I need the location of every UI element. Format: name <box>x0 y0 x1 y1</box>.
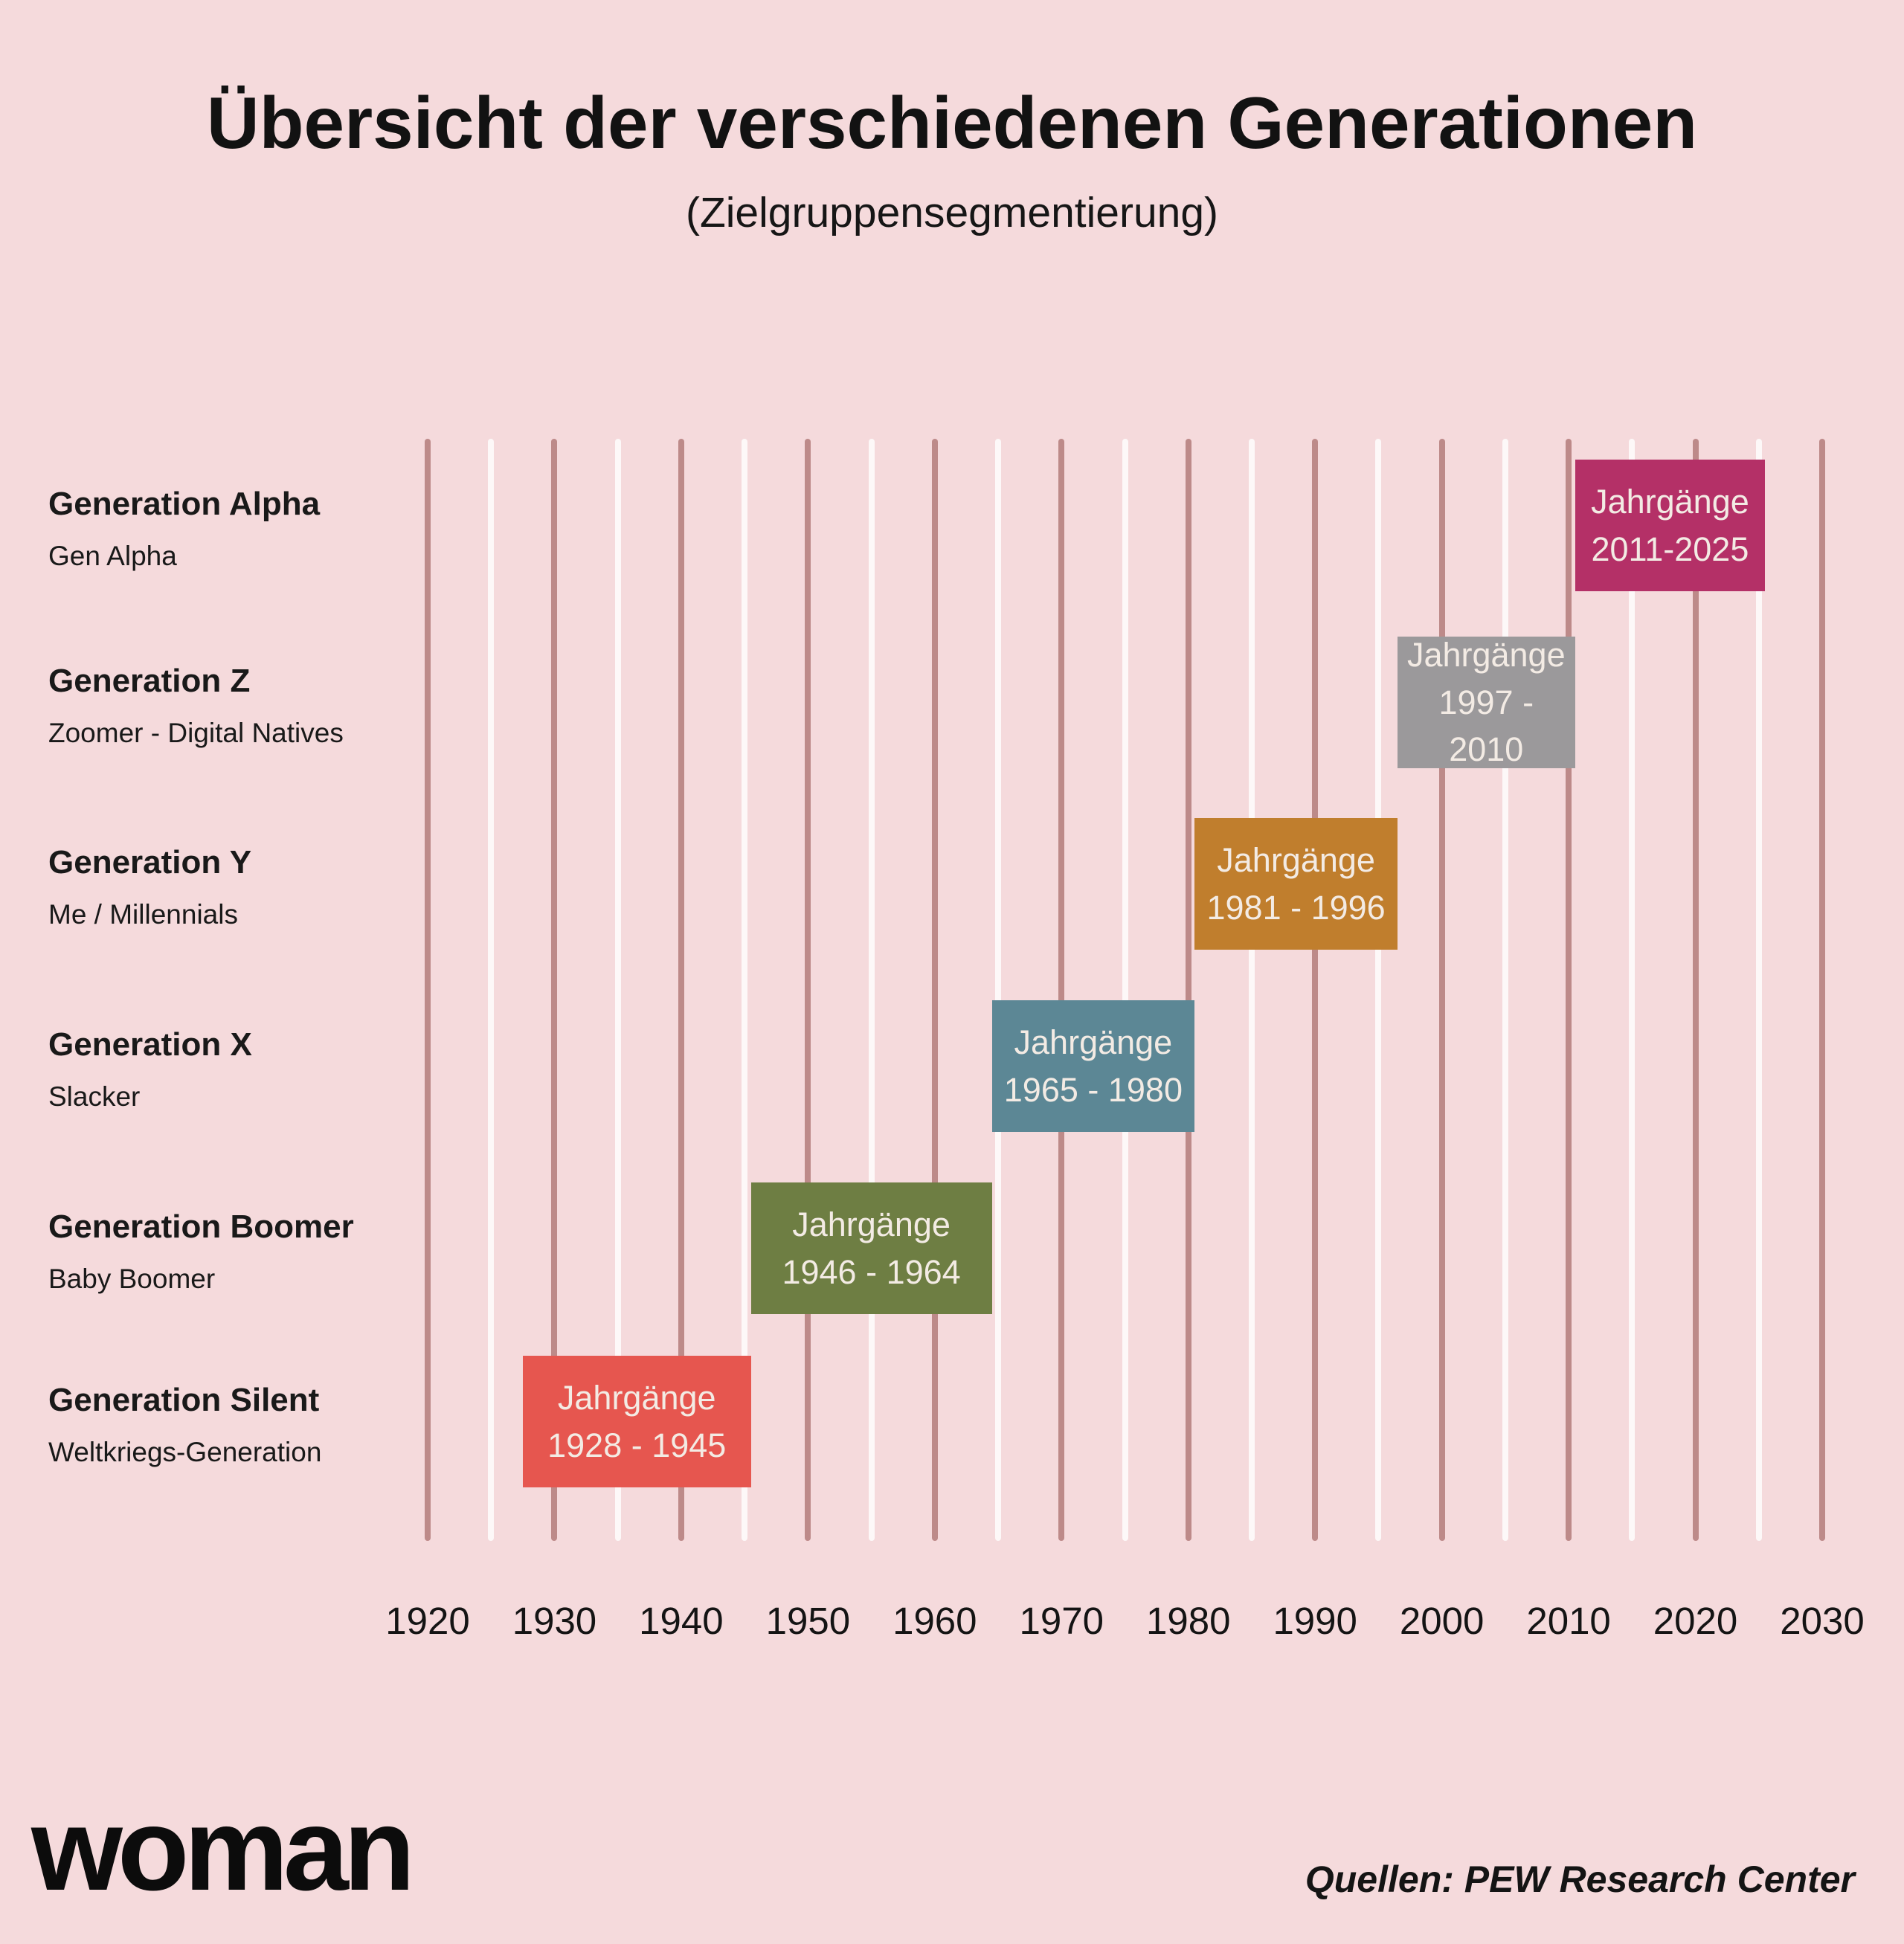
gridline-decade <box>1566 439 1572 1541</box>
generation-name: Generation Y <box>48 844 252 881</box>
generation-name: Generation Boomer <box>48 1208 354 1245</box>
gridline-decade <box>425 439 431 1541</box>
axis-tick-label: 2000 <box>1399 1600 1485 1642</box>
gridline-half-decade <box>1249 439 1255 1541</box>
bar-label-years: 1981 - 1996 <box>1206 888 1386 927</box>
axis-tick-label: 1960 <box>892 1600 977 1642</box>
generation-name: Generation X <box>48 1026 252 1063</box>
gridline-decade <box>1693 439 1699 1541</box>
gridline-half-decade <box>1122 439 1128 1541</box>
generation-bar-generation-boomer <box>751 1182 992 1314</box>
axis-tick-label: 1950 <box>765 1600 851 1642</box>
row-label-generation-x <box>48 1026 435 1113</box>
generation-name: Generation Alpha <box>48 486 321 522</box>
gridline-decade <box>805 439 811 1541</box>
bar-label-years: 2011-2025 <box>1591 530 1749 568</box>
axis-tick-label: 1920 <box>385 1600 470 1642</box>
gridline-decade <box>1058 439 1064 1541</box>
generation-bar-generation-x <box>992 1000 1195 1132</box>
gridline-half-decade <box>869 439 875 1541</box>
gridline-half-decade <box>1502 439 1508 1541</box>
gridline-half-decade <box>1375 439 1381 1541</box>
gridline-decade <box>932 439 938 1541</box>
gridline-half-decade <box>488 439 494 1541</box>
generation-subname: Baby Boomer <box>48 1264 216 1294</box>
axis-tick-label: 1930 <box>512 1600 597 1642</box>
gridline-decade <box>1186 439 1191 1541</box>
generation-bar-generation-silent <box>523 1356 751 1487</box>
bar-label-jahrgaenge: Jahrgänge <box>1014 1023 1173 1061</box>
bar-label-jahrgaenge: Jahrgänge <box>1406 635 1566 674</box>
woman-logo: woman <box>31 1784 411 1915</box>
generation-subname: Weltkriegs-Generation <box>48 1437 322 1467</box>
axis-tick-label: 1990 <box>1273 1600 1357 1642</box>
axis-tick-label: 2030 <box>1780 1600 1865 1642</box>
row-label-generation-silent <box>48 1381 435 1469</box>
bar-label-jahrgaenge: Jahrgänge <box>1217 840 1375 879</box>
bar-label-jahrgaenge: Jahrgänge <box>1591 482 1749 521</box>
generation-name: Generation Silent <box>48 1382 320 1418</box>
generation-bar-generation-alpha <box>1575 460 1766 591</box>
gridline-half-decade <box>1629 439 1635 1541</box>
row-label-generation-y <box>48 843 435 931</box>
axis-tick-label: 2010 <box>1526 1600 1611 1642</box>
axis-tick-label: 1980 <box>1145 1600 1231 1642</box>
row-label-generation-z <box>48 662 435 750</box>
axis-tick-label: 1940 <box>639 1600 724 1642</box>
row-label-generation-alpha <box>48 485 435 573</box>
generation-subname: Me / Millennials <box>48 899 238 930</box>
bar-label-years: 1965 - 1980 <box>1003 1070 1183 1109</box>
gridline-decade <box>1312 439 1318 1541</box>
row-label-generation-boomer <box>48 1208 435 1296</box>
bar-label-years: 1946 - 1964 <box>782 1252 961 1291</box>
bar-label-jahrgaenge: Jahrgänge <box>557 1378 716 1417</box>
axis-tick-label: 2020 <box>1653 1600 1738 1642</box>
page-title: Übersicht der verschiedenen Generationen <box>206 82 1698 164</box>
axis-tick-label: 1970 <box>1019 1600 1104 1642</box>
gridline-half-decade <box>995 439 1001 1541</box>
bar-label-years: 1928 - 1945 <box>547 1426 727 1464</box>
generation-subname: Slacker <box>48 1081 141 1112</box>
gridline-half-decade <box>1756 439 1762 1541</box>
generation-subname: Zoomer - Digital Natives <box>48 718 344 748</box>
generation-bar-generation-z <box>1398 637 1575 768</box>
gridline-decade <box>1439 439 1445 1541</box>
bar-label-years: 1997 - 2010 <box>1438 683 1534 769</box>
page-subtitle: (Zielgruppensegmentierung) <box>685 189 1219 236</box>
generation-subname: Gen Alpha <box>48 541 177 571</box>
generation-name: Generation Z <box>48 663 251 699</box>
source-credit: Quellen: PEW Research Center <box>1305 1858 1855 1900</box>
bar-label-jahrgaenge: Jahrgänge <box>792 1205 951 1243</box>
gridline-decade <box>1819 439 1825 1541</box>
generation-bar-generation-y <box>1194 818 1398 950</box>
